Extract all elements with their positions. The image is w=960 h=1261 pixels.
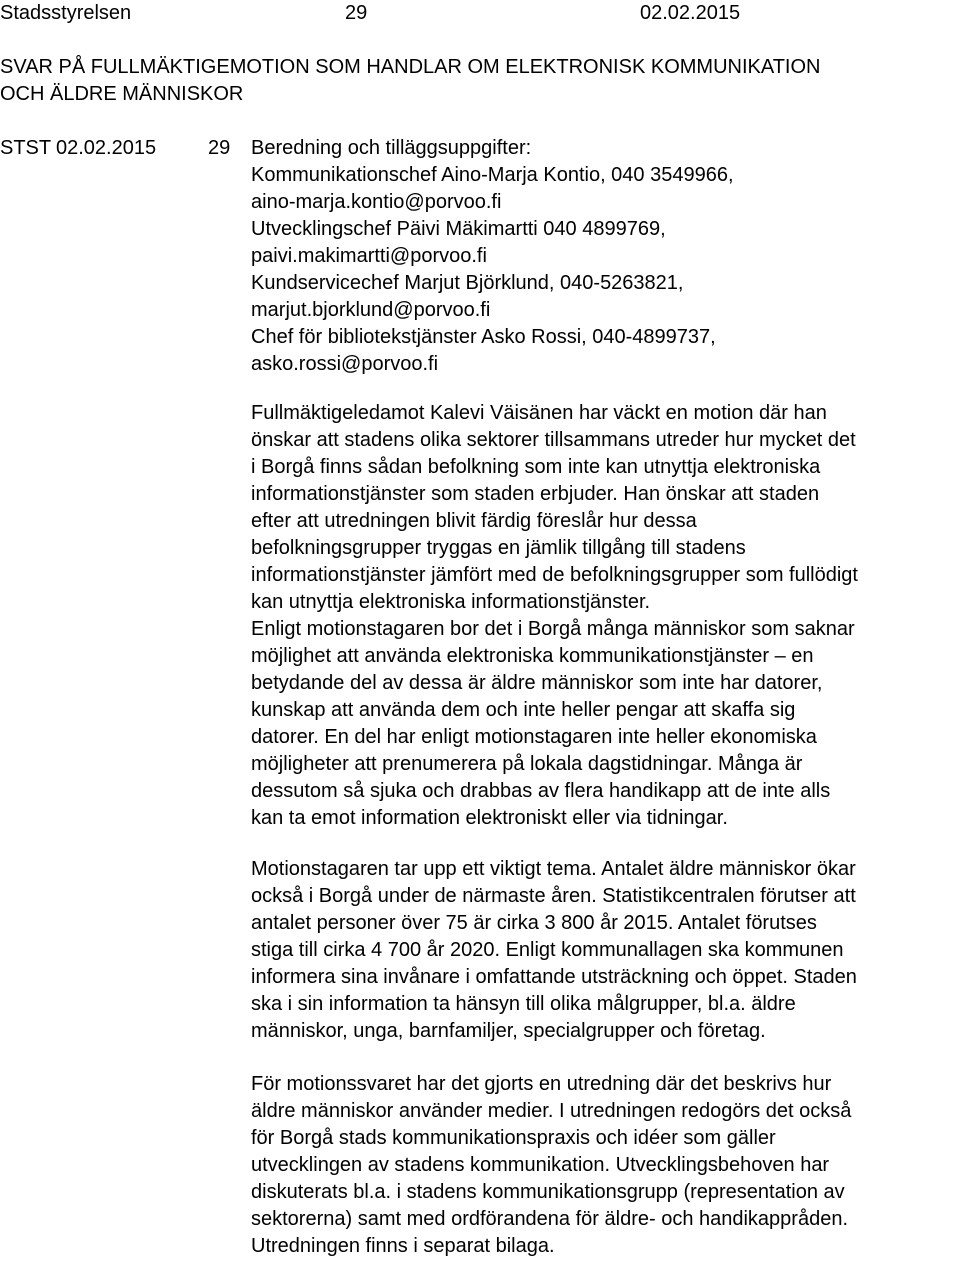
paragraph-line: kan ta emot information elektroniskt eller via tidningar. [251, 807, 728, 829]
document-title [0, 54, 960, 108]
paragraph-line: sektorerna) samt med ordförandena för äldre- och handikappråden. [251, 1208, 849, 1230]
preparation-line: Kundservicechef Marjut Björklund, 040-5263821, [251, 272, 684, 294]
header-section: 29 [345, 2, 368, 24]
paragraph-line: människor, unga, barnfamiljer, specialgrupper och företag. [251, 1020, 766, 1042]
paragraph-line: dessutom så sjuka och drabbas av flera handikapp att de inte alls [251, 780, 831, 802]
reference-body: STST [0, 137, 52, 159]
body-paragraph-theme [251, 856, 960, 1045]
paragraph-line: befolkningsgrupper tryggas en jämlik tillgång till stadens [251, 537, 746, 559]
body-paragraph-study [251, 1071, 960, 1260]
preparation-email: paivi.makimartti@porvoo.fi [251, 245, 487, 267]
body-paragraph-motion [251, 400, 960, 832]
paragraph-line: ska i sin information ta hänsyn till olika målgrupper, bl.a. äldre [251, 993, 796, 1015]
preparation-line: Chef för bibliotekstjänster Asko Rossi, 040-4899737, [251, 326, 716, 348]
paragraph-line: i Borgå finns sådan befolkning som inte kan utnyttja elektroniska [251, 456, 821, 478]
paragraph-line: möjlighet att använda elektroniska kommunikationstjänster – en [251, 645, 814, 667]
preparation-heading: Beredning och tilläggsuppgifter: [251, 137, 532, 159]
paragraph-line: Utredningen finns i separat bilaga. [251, 1235, 555, 1257]
paragraph-line: informera sina invånare i omfattande utsträckning och öppet. Staden [251, 966, 857, 988]
paragraph-line: kunskap att använda dem och inte heller pengar att skaffa sig [251, 699, 796, 721]
paragraph-line: kan utnyttja elektroniska informationstjänster. [251, 591, 651, 613]
paragraph-line: Enligt motionstagaren bor det i Borgå många människor som saknar [251, 618, 855, 640]
reference-date: 02.02.2015 [56, 137, 157, 159]
paragraph-line: informationstjänster som staden erbjuder. Han önskar att staden [251, 483, 820, 505]
page-header [0, 0, 960, 27]
paragraph-line: efter att utredningen blivit färdig föreslår hur dessa [251, 510, 697, 532]
paragraph-line: datorer. En del har enligt motionstagaren inte heller ekonomiska [251, 726, 817, 748]
paragraph-line: diskuterats bl.a. i stadens kommunikationsgrupp (representation av [251, 1181, 845, 1203]
paragraph-line: Fullmäktigeledamot Kalevi Väisänen har väckt en motion där han [251, 402, 827, 424]
preparation-email: asko.rossi@porvoo.fi [251, 353, 439, 375]
preparation-line: Kommunikationschef Aino-Marja Kontio, 040 3549966, [251, 164, 734, 186]
paragraph-line: för Borgå stads kommunikationspraxis och idéer som gäller [251, 1127, 776, 1149]
paragraph-line: möjligheter att prenumerera på lokala dagstidningar. Många är [251, 753, 803, 775]
paragraph-line: äldre människor använder medier. I utredningen redogörs det också [251, 1100, 852, 1122]
header-org: Stadsstyrelsen [0, 2, 132, 24]
header-date: 02.02.2015 [640, 2, 741, 24]
paragraph-line: önskar att stadens olika sektorer tillsammans utreder hur mycket det [251, 429, 856, 451]
paragraph-line: också i Borgå under de närmaste åren. Statistikcentralen förutser att [251, 885, 856, 907]
paragraph-line: utvecklingen av stadens kommunikation. Utvecklingsbehoven har [251, 1154, 830, 1176]
paragraph-line: För motionssvaret har det gjorts en utredning där det beskrivs hur [251, 1073, 832, 1095]
title-line: SVAR PÅ FULLMÄKTIGEMOTION SOM HANDLAR OM ELEKTRONISK KOMMUNIKATION [0, 56, 821, 78]
preparation-email: marjut.bjorklund@porvoo.fi [251, 299, 491, 321]
preparation-block [251, 135, 960, 378]
title-line: OCH ÄLDRE MÄNNISKOR [0, 83, 244, 105]
reference-section: 29 [208, 137, 231, 159]
paragraph-line: betydande del av dessa är äldre människor som inte har datorer, [251, 672, 823, 694]
preparation-email: aino-marja.kontio@porvoo.fi [251, 191, 502, 213]
paragraph-line: Motionstagaren tar upp ett viktigt tema. Antalet äldre människor ökar [251, 858, 856, 880]
reference-line [0, 135, 250, 162]
paragraph-line: stiga till cirka 4 700 år 2020. Enligt kommunallagen ska kommunen [251, 939, 844, 961]
preparation-line: Utvecklingschef Päivi Mäkimartti 040 4899769, [251, 218, 666, 240]
paragraph-line: antalet personer över 75 är cirka 3 800 år 2015. Antalet förutses [251, 912, 817, 934]
paragraph-line: informationstjänster jämfört med de befolkningsgrupper som fullödigt [251, 564, 858, 586]
